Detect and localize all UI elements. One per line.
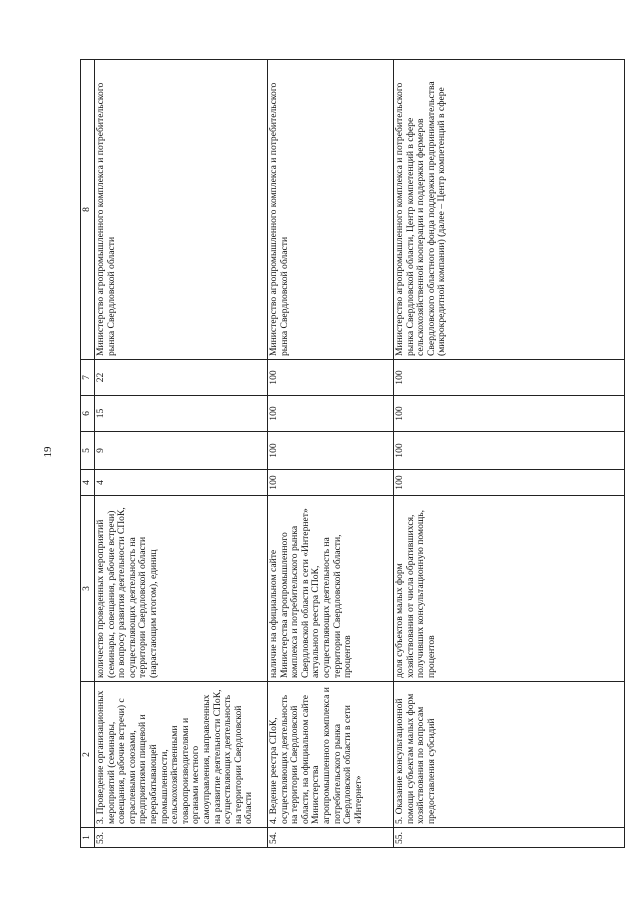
indicator-cell: количество проведенных мероприятий (семинары, совещания, рабочие встречи) по вопросу развития деятельности СПоК, осуществляющих деятельность на территории Свердловской области (нарастающим итогом), единиц (95, 496, 268, 682)
value-cell: 100 (394, 396, 625, 432)
value-cell: 15 (95, 396, 268, 432)
header-cell: 7 (81, 360, 95, 396)
measure-cell: 3. Проведение организационных мероприятий (семинары, совещания, рабочие встречи) с отраслевыми союзами, предприятиями пищевой и перерабатывающей промышленности, сельскохозяйственными товаропроизводителями и органами местного самоуправления, направленных на развитие деятельности СПоК, осуществляющих деятельность на территории Свердловской области (95, 682, 268, 828)
executor-cell: Министерство агропромышленного комплекса и потребительского рынка Свердловской области, Центр компетенций в сфере сельскохозяйственной кооперации и поддержки фермеров Свердловского областного фонда поддержки предпринимательства (микрокредитной компании) (далее – Центр компетенций в сфере (394, 60, 625, 360)
row-number: 55. (394, 828, 625, 848)
value-cell: 100 (394, 360, 625, 396)
header-cell: 5 (81, 432, 95, 470)
row-number: 54. (268, 828, 394, 848)
value-cell: 22 (95, 360, 268, 396)
table-row (95, 60, 268, 848)
executor-cell: Министерство агропромышленного комплекса и потребительского рынка Свердловской области (95, 60, 268, 360)
measures-table (80, 59, 625, 848)
value-cell: 100 (268, 396, 394, 432)
rotated-table-wrapper (80, 60, 625, 848)
header-cell: 2 (81, 682, 95, 828)
header-cell: 4 (81, 470, 95, 496)
value-cell: 100 (268, 470, 394, 496)
value-cell: 100 (394, 432, 625, 470)
header-cell: 6 (81, 396, 95, 432)
measure-cell: 5. Оказание консультационной помощи субъектам малых форм хозяйствования по вопросам предоставления субсидий (394, 682, 625, 828)
header-cell: 8 (81, 60, 95, 360)
executor-cell: Министерство агропромышленного комплекса и потребительского рынка Свердловской области (268, 60, 394, 360)
row-number: 53. (95, 828, 268, 848)
header-cell: 3 (81, 496, 95, 682)
table-row (394, 60, 625, 848)
header-cell: 1 (81, 828, 95, 848)
table-row (268, 60, 394, 848)
header-row (81, 60, 95, 848)
value-cell: 100 (394, 470, 625, 496)
indicator-cell: доля субъектов малых форм хозяйствования от числа обратившихся, получивших консультационную помощь, процентов (394, 496, 625, 682)
value-cell: 9 (95, 432, 268, 470)
value-cell: 4 (95, 470, 268, 496)
page-number: 19 (42, 446, 54, 458)
value-cell: 100 (268, 432, 394, 470)
indicator-cell: наличие на официальном сайте Министерства агропромышленного комплекса и потребительского рынка Свердловской области в сети «Интернет» актуального реестра СПоК, осуществляющих деятельность на территории Свердловской области, процентов (268, 496, 394, 682)
measure-cell: 4. Ведение реестра СПоК, осуществляющих деятельность на территории Свердловской области, на официальном сайте Министерства агропромышленного комплекса и потребительского рынка Свердловской области в сети «Интернет» (268, 682, 394, 828)
value-cell: 100 (268, 360, 394, 396)
